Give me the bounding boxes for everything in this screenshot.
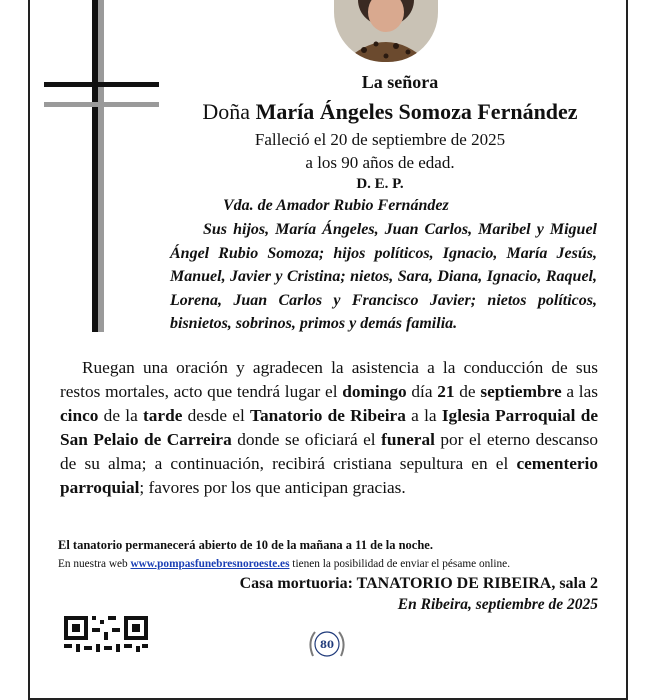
ceremony-text: [60, 356, 598, 500]
cross-horizontal-black: [44, 82, 159, 87]
mortuary-house: [240, 575, 598, 593]
body-text: donde se oficiará el: [231, 430, 382, 449]
body-cemetery: cementerio parroquial: [60, 454, 598, 497]
web-prefix: En nuestra web: [58, 558, 131, 570]
dep: D. E. P.: [356, 176, 404, 192]
body-text: ; favores por los que anticipan gracias.: [139, 478, 406, 497]
body-funeral: funeral: [381, 430, 435, 449]
body-period: tarde: [143, 406, 183, 425]
death-date: Falleció el 20 de septiembre de 2025: [254, 130, 506, 149]
body-hour: cinco: [60, 406, 99, 425]
anniversary-logo: [305, 628, 349, 658]
body-church: Iglesia Parroquial de San Pelaio de Carreira: [60, 406, 598, 449]
cross-horizontal-gray: [44, 102, 159, 107]
body-text: a la: [405, 406, 442, 425]
widow-line: Vda. de Amador Rubio Fernández: [223, 197, 449, 214]
qr-code[interactable]: [64, 616, 148, 652]
body-text: a las: [561, 382, 598, 401]
body-month: septiembre: [480, 382, 562, 401]
family-list: Sus hijos, María Ángeles, Juan Carlos, Maribel y Miguel Ángel Rubio Somoza; hijos políticos, Ignacio, María Jesús, Manuel, Javier y Cristina; nietos, Sara, Diana, Ignacio, Raquel, Lorena, Juan Carlos y Francisco Javier; nietos políticos, bisnietos, sobrinos, primos y demás familia.: [170, 221, 597, 332]
place-date: En Ribeira, septiembre de 2025: [397, 596, 598, 613]
logo-number: 80: [320, 640, 334, 651]
body-text: Ruegan una oración y agradecen la asistencia a la conducción de sus restos mortales, acto que tendrá lugar el: [60, 358, 598, 401]
cross-vertical-gray: [98, 0, 104, 332]
body-text: de: [454, 382, 481, 401]
website-link[interactable]: www.pompasfunebresnoroeste.es: [130, 558, 290, 570]
deceased-name: [160, 99, 620, 125]
mortuary-value: TANATORIO DE RIBEIRA, sala 2: [356, 575, 598, 592]
name-full: María Ángeles Somoza Fernández: [255, 99, 578, 124]
web-line: [58, 558, 510, 570]
body-origin: Tanatorio de Ribeira: [250, 406, 406, 425]
body-text: por el eterno descanso de su alma; a continuación, recibirá cristiana sepultura en el: [60, 430, 598, 473]
opening-hours: El tanatorio permanecerá abierto de 10 de la mañana a 11 de la noche.: [58, 538, 433, 552]
body-day-number: 21: [437, 382, 455, 401]
body-day-word: domingo: [342, 382, 407, 401]
body-text: día: [406, 382, 438, 401]
body-text: desde el: [182, 406, 251, 425]
heading: La señora: [361, 72, 439, 92]
age: a los 90 años de edad.: [305, 153, 455, 172]
web-suffix: tienen la posibilidad de enviar el pésame online.: [289, 558, 511, 570]
name-prefix: Doña: [202, 99, 251, 124]
body-text: de la: [98, 406, 144, 425]
mortuary-label: Casa mortuoria:: [239, 575, 357, 592]
